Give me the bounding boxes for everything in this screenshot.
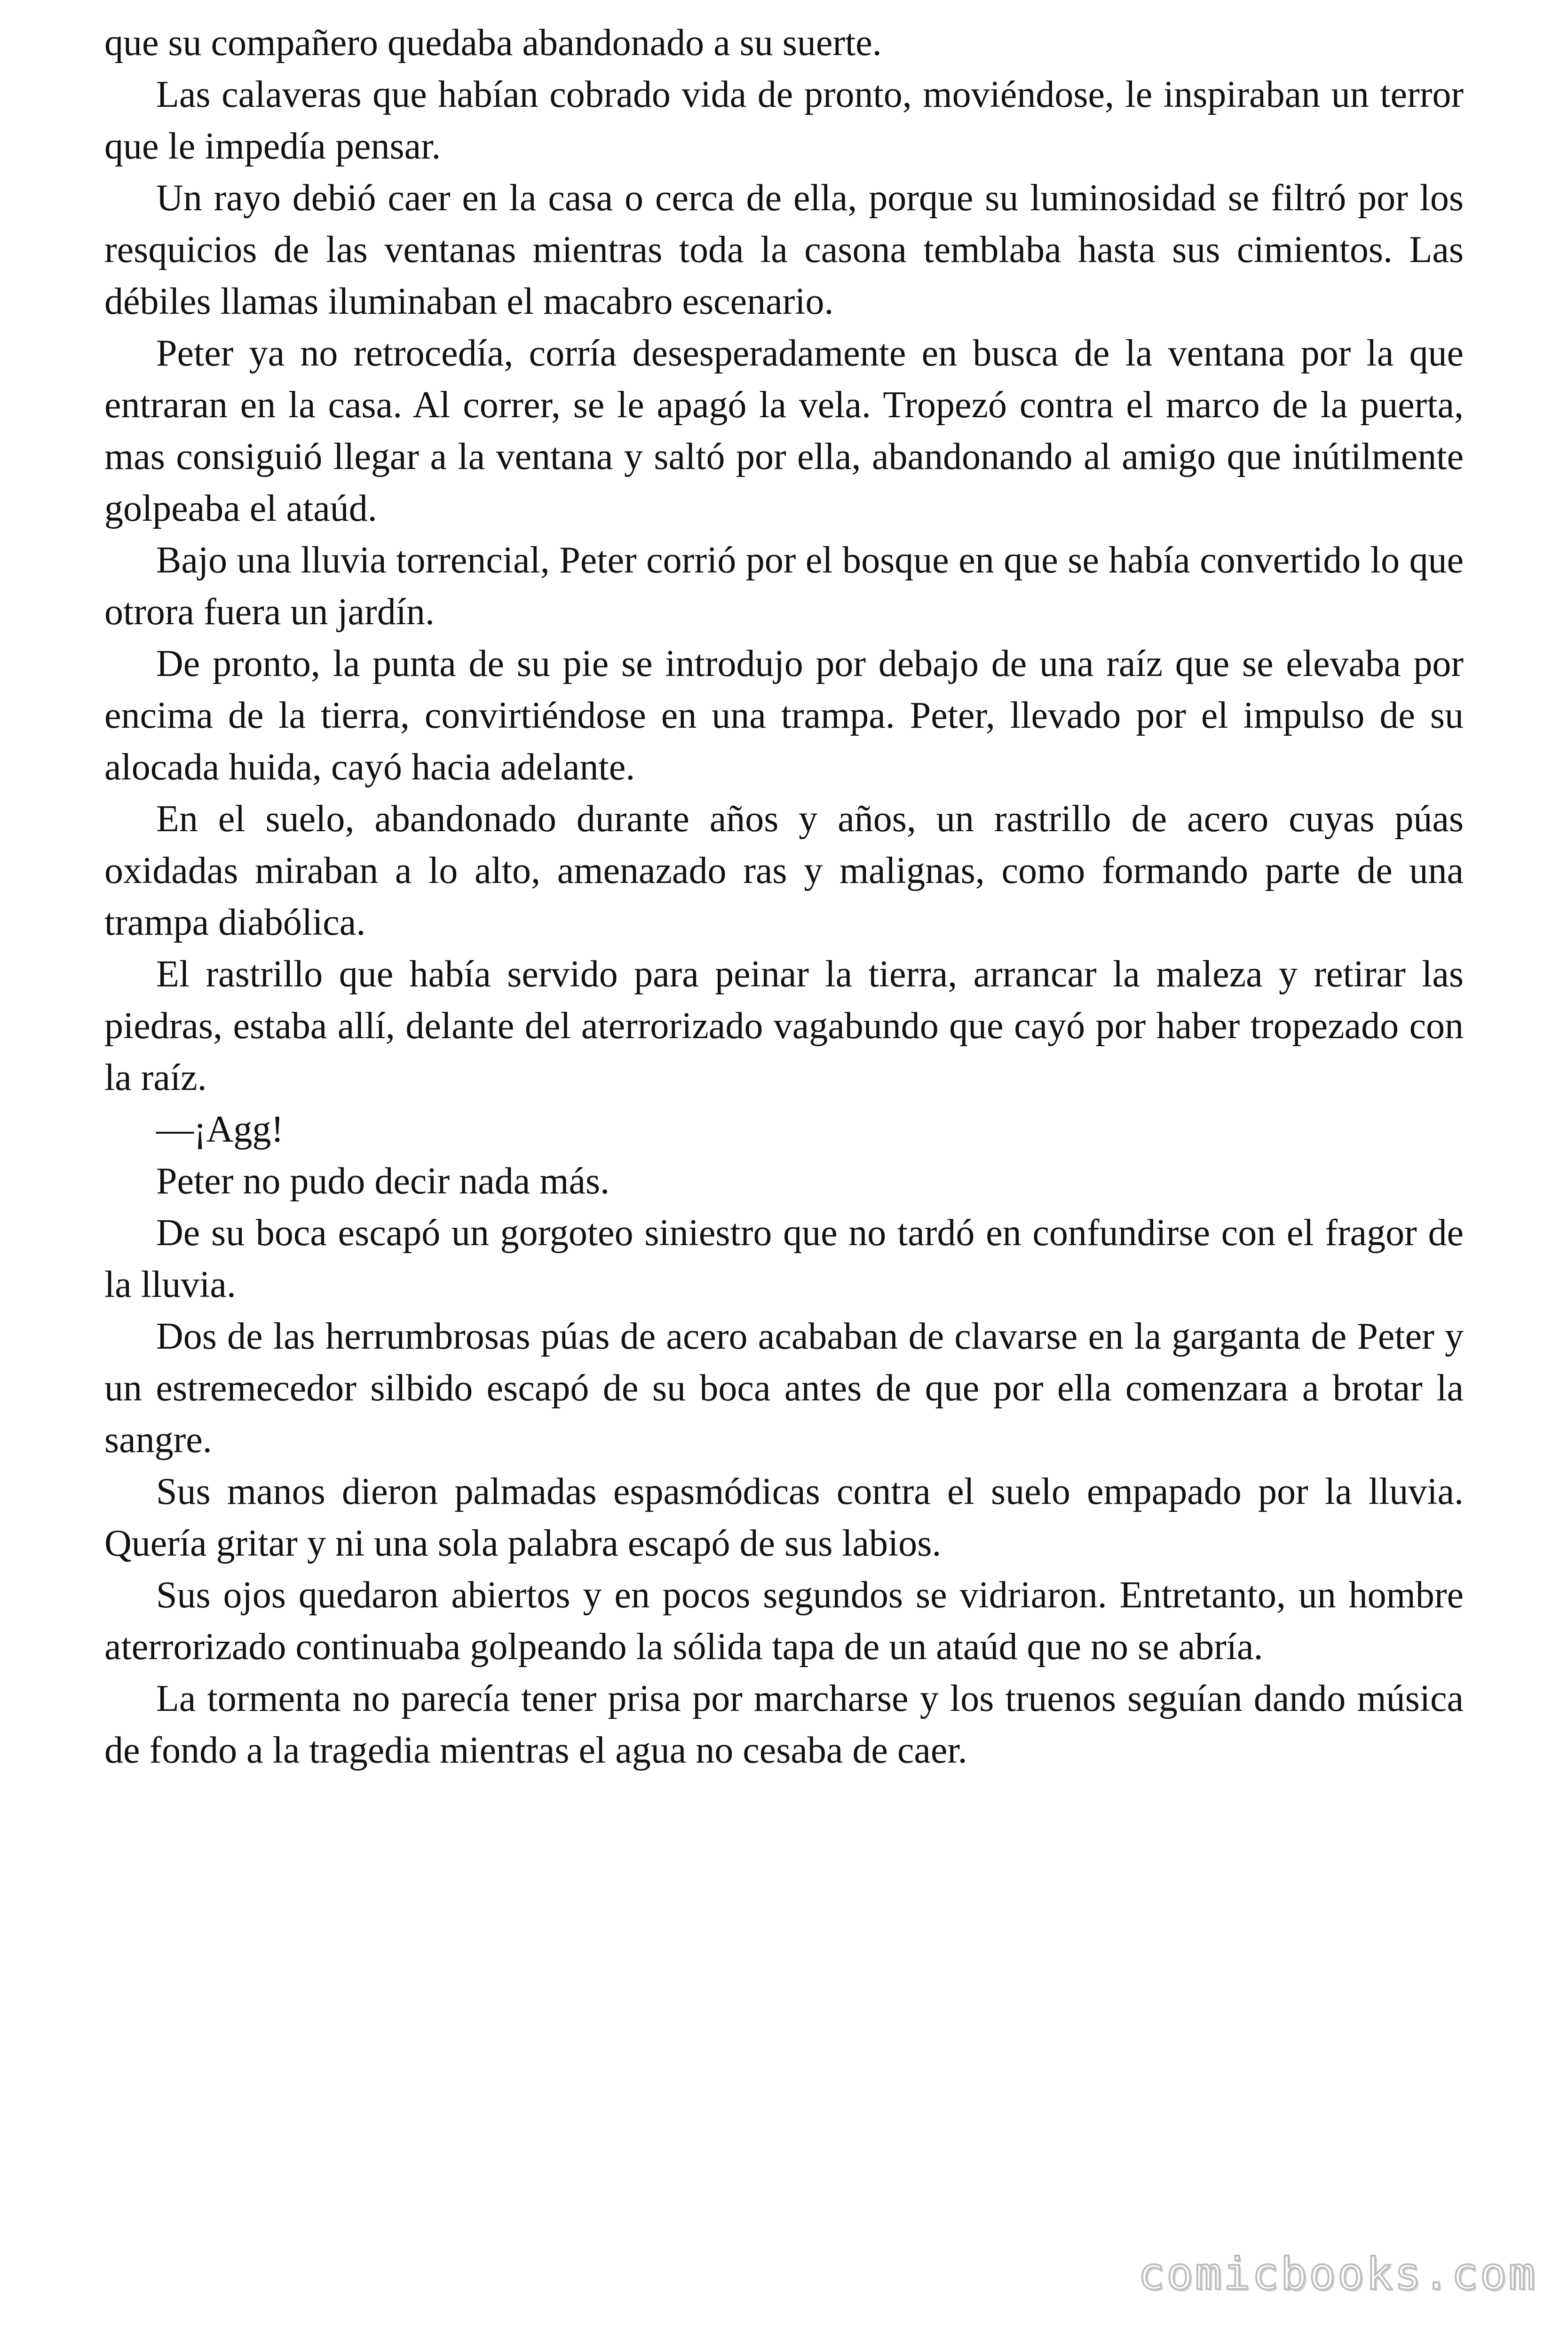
paragraph: Peter ya no retrocedía, corría desesperadamente en busca de la ventana por la que entraran en la casa. Al correr, se le apagó la vela. Tropezó contra el marco de la puerta, mas consiguió llegar a la ventana y saltó por ella, abandonando al amigo que inútilmente golpeaba el ataúd.: [104, 333, 1464, 529]
dialogue-line: —¡Agg!: [156, 1109, 284, 1150]
paragraph: Peter no pudo decir nada más.: [156, 1160, 610, 1202]
paragraph: El rastrillo que había servido para peinar la tierra, arrancar la maleza y retirar las piedras, estaba allí, delante del aterrorizado vagabundo que cayó por haber tropezado con la raíz.: [104, 954, 1464, 1098]
paragraph: que su compañero quedaba abandonado a su suerte.: [104, 22, 882, 64]
watermark: comicbooks.com: [1138, 2249, 1537, 2300]
paragraph: De su boca escapó un gorgoteo siniestro que no tardó en confundirse con el fragor de la lluvia.: [104, 1212, 1464, 1305]
paragraph: Dos de las herrumbrosas púas de acero acababan de clavarse en la garganta de Peter y un estremecedor silbido escapó de su boca antes de que por ella comenzara a brotar la sangre.: [104, 1316, 1464, 1461]
paragraph: La tormenta no parecía tener prisa por marcharse y los truenos seguían dando música de fondo a la tragedia mientras el agua no cesaba de caer.: [104, 1678, 1464, 1771]
paragraph: Las calaveras que habían cobrado vida de pronto, moviéndose, le inspiraban un terror que le impedía pensar.: [104, 74, 1464, 167]
paragraph: En el suelo, abandonado durante años y años, un rastrillo de acero cuyas púas oxidadas miraban a lo alto, amenazado ras y malignas, como formando parte de una trampa diabólica.: [104, 798, 1464, 943]
page-text: [104, 17, 1464, 1776]
paragraph: De pronto, la punta de su pie se introdujo por debajo de una raíz que se elevaba por encima de la tierra, convirtiéndose en una trampa. Peter, llevado por el impulso de su alocada huida, cayó hacia adelante.: [104, 643, 1464, 788]
paragraph: Sus manos dieron palmadas espasmódicas contra el suelo empapado por la lluvia. Quería gritar y ni una sola palabra escapó de sus labios.: [104, 1471, 1464, 1564]
paragraph: Un rayo debió caer en la casa o cerca de ella, porque su luminosidad se filtró por los resquicios de las ventanas mientras toda la casona temblaba hasta sus cimientos. Las débiles llamas iluminaban el macabro escenario.: [104, 177, 1464, 322]
paragraph: Sus ojos quedaron abiertos y en pocos segundos se vidriaron. Entretanto, un hombre aterrorizado continuaba golpeando la sólida tapa de un ataúd que no se abría.: [104, 1574, 1464, 1668]
paragraph: Bajo una lluvia torrencial, Peter corrió por el bosque en que se había convertido lo que otrora fuera un jardín.: [104, 540, 1464, 633]
